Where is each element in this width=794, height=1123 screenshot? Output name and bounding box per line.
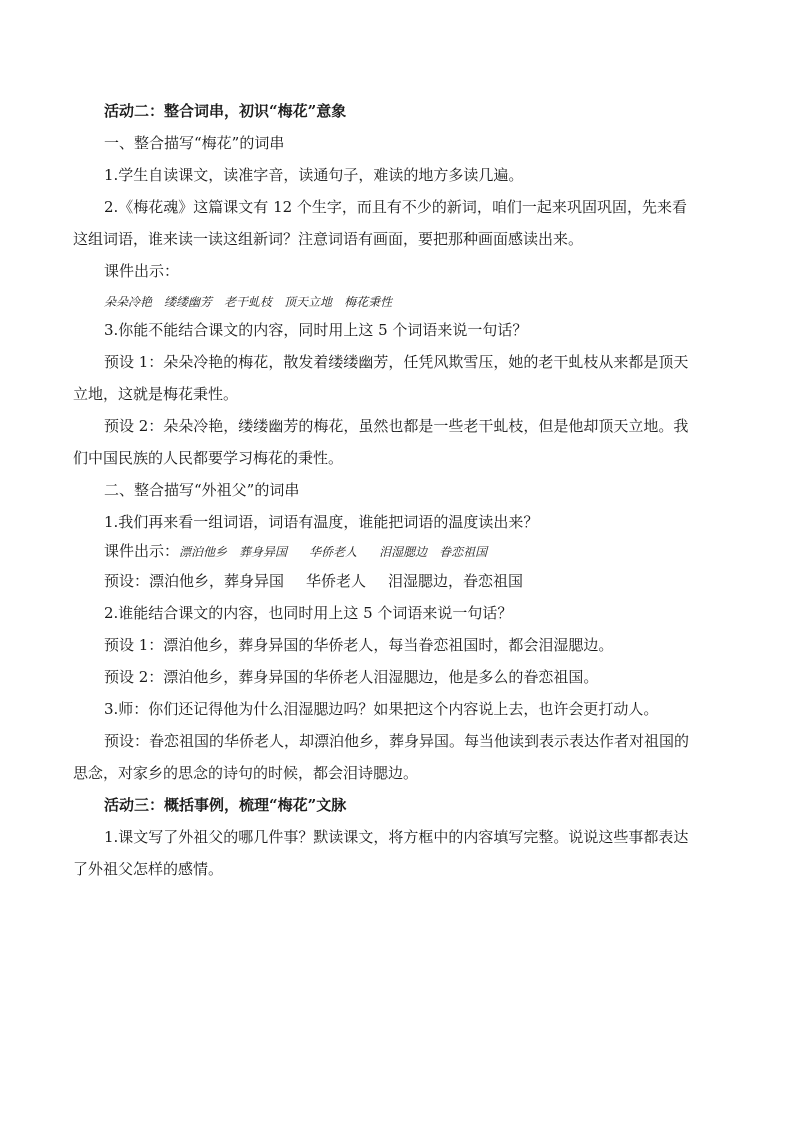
a3-item1-line2: 了外祖父怎样的感情。 bbox=[73, 860, 224, 878]
s2-preset-a-part1: 漂泊他乡，葬身异国 bbox=[149, 572, 285, 590]
s1-item2-line1: 2.《梅花魂》这篇课文有 12 个生字，而且有不少的新词，咱们一起来巩固巩固，先来看 bbox=[104, 198, 687, 216]
s1-word: 老干虬枝 bbox=[224, 295, 273, 309]
s2-item3: 3.师：你们还记得他为什么泪湿腮边吗？如果把这个内容说上去，也许会更打动人。 bbox=[104, 700, 659, 718]
s1-item3: 3.你能不能结合课文的内容，同时用上这 5 个词语来说一句话？ bbox=[104, 321, 528, 339]
s2-preset1: 预设 1：漂泊他乡，葬身异国的华侨老人，每当眷恋祖国时，都会泪湿腮边。 bbox=[104, 636, 614, 654]
s2-item1: 1.我们再来看一组词语，词语有温度，谁能把词语的温度读出来？ bbox=[104, 513, 539, 531]
s2-word: 泪湿腮边 bbox=[379, 545, 428, 559]
s1-word: 缕缕幽芳 bbox=[164, 295, 213, 309]
s2-word: 漂泊他乡 bbox=[179, 545, 228, 559]
s2-word: 华侨老人 bbox=[309, 545, 358, 559]
s2-preset2: 预设 2：漂泊他乡，葬身异国的华侨老人泪湿腮边，他是多么的眷恋祖国。 bbox=[104, 668, 599, 686]
s2-preset-a bbox=[104, 571, 725, 591]
s2-preset-a-part3: 泪湿腮边，眷恋祖国 bbox=[388, 572, 524, 590]
s2-preset3-line1: 预设：眷恋祖国的华侨老人，却漂泊他乡，葬身异国。每当他读到表示表达作者对祖国的 bbox=[104, 732, 690, 750]
s1-preset2-line2: 们中国民族的人民都要学习梅花的秉性。 bbox=[73, 449, 344, 467]
s1-word: 朵朵冷艳 bbox=[104, 295, 153, 309]
s1-word: 顶天立地 bbox=[284, 295, 333, 309]
s2-preset-a-label: 预设： bbox=[104, 572, 150, 590]
a3-item1-line1: 1.课文写了外祖父的哪几件事？默读课文，将方框中的内容填写完整。说说这些事都表达 bbox=[104, 828, 689, 846]
s2-word: 眷恋祖国 bbox=[439, 545, 488, 559]
s1-item2-line2: 这组词语，谁来读一读这组新词？注意词语有画面，要把那种画面感读出来。 bbox=[73, 230, 584, 248]
s2-preset-a-part2: 华侨老人 bbox=[306, 572, 367, 590]
activity2-heading: 活动二：整合词串，初识“梅花”意象 bbox=[104, 102, 347, 120]
section2-heading: 二、整合描写“外祖父”的词串 bbox=[104, 481, 300, 499]
s2-courseware-line bbox=[104, 541, 725, 562]
s2-item2: 2.谁能结合课文的内容，也同时用上这 5 个词语来说一句话？ bbox=[104, 604, 513, 622]
section1-heading: 一、整合描写“梅花”的词串 bbox=[104, 134, 285, 152]
s1-courseware-label: 课件出示： bbox=[104, 262, 180, 280]
s1-item1: 1.学生自读课文，读准字音，读通句子，难读的地方多读几遍。 bbox=[104, 166, 524, 184]
s2-word: 葬身异国 bbox=[239, 545, 288, 559]
s1-preset2-line1: 预设 2：朵朵冷艳，缕缕幽芳的梅花，虽然也都是一些老干虬枝，但是他却顶天立地。我 bbox=[104, 417, 689, 435]
s2-courseware-label: 课件出示： bbox=[104, 542, 180, 560]
s2-preset3-line2: 思念，对家乡的思念的诗句的时候，都会泪诗腮边。 bbox=[73, 764, 419, 782]
s1-word: 梅花秉性 bbox=[344, 295, 393, 309]
s1-word-list bbox=[104, 292, 725, 312]
s1-preset1-line2: 立地，这就是梅花秉性。 bbox=[73, 385, 239, 403]
activity3-heading: 活动三：概括事例，梳理“梅花”文脉 bbox=[104, 796, 347, 814]
s1-preset1-line1: 预设 1：朵朵冷艳的梅花，散发着缕缕幽芳，任凭风欺雪压，她的老干虬枝从来都是顶天 bbox=[104, 353, 689, 371]
